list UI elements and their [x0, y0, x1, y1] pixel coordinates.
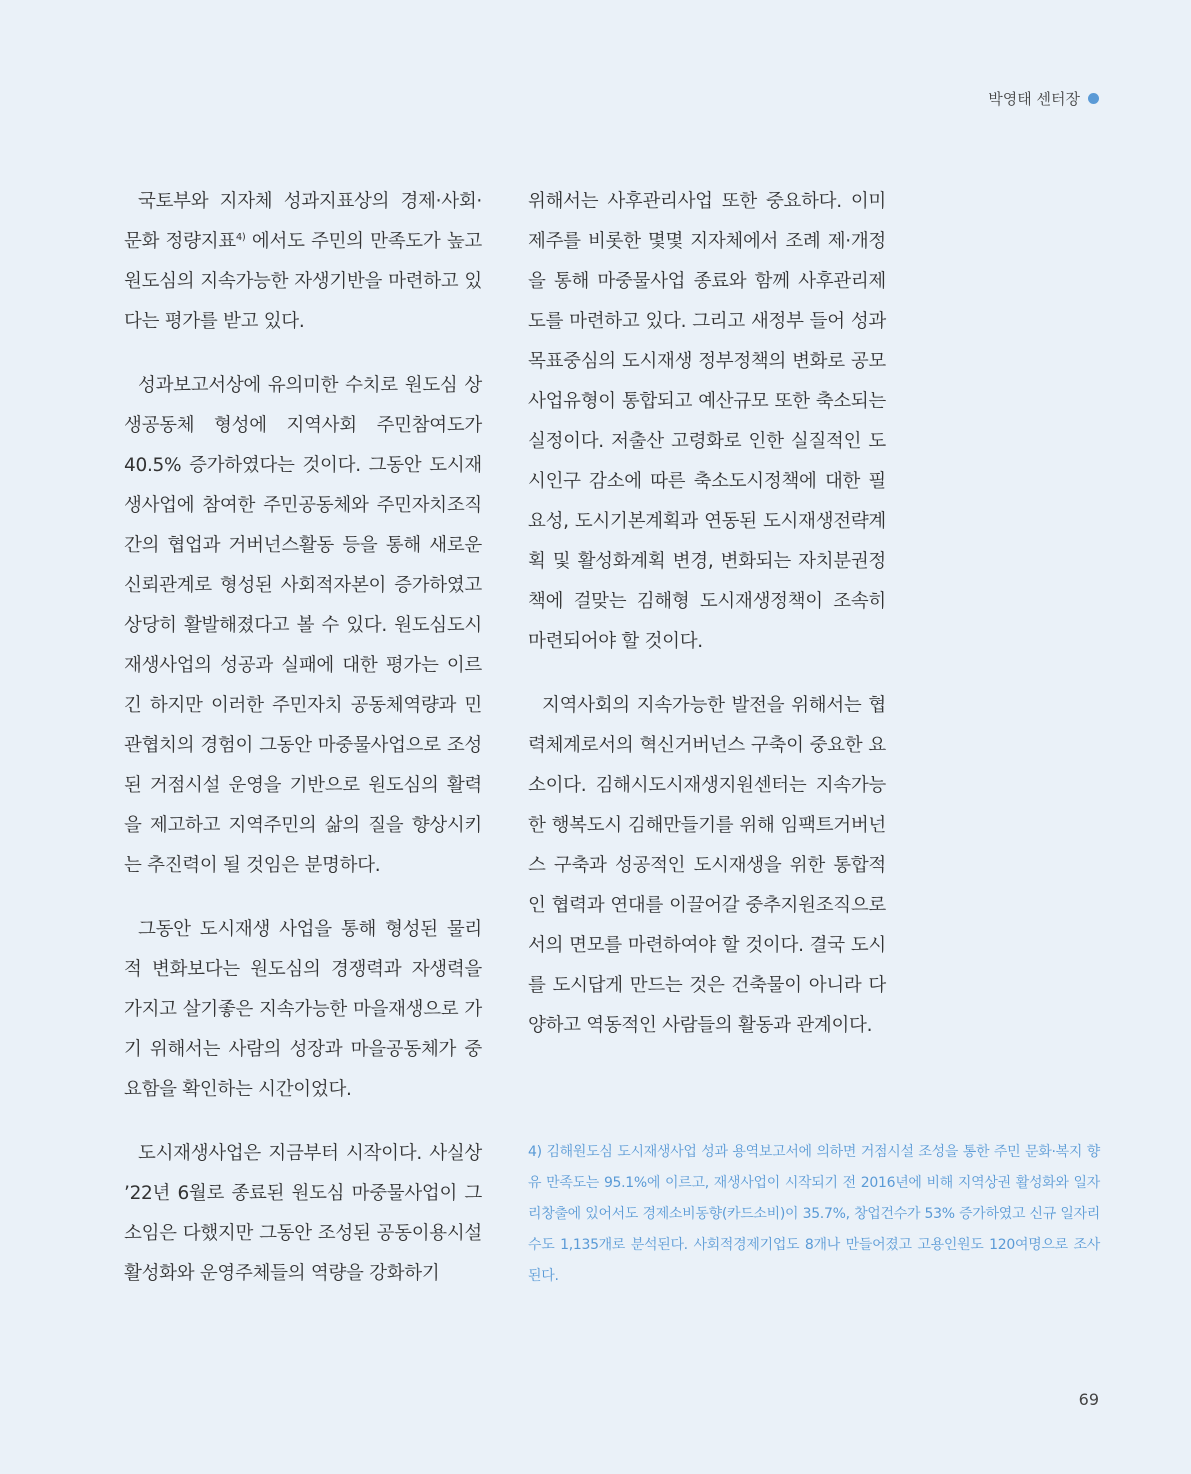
paragraph: 도시재생사업은 지금부터 시작이다. 사실상 ’22년 6월로 종료된 원도심 마중물사업이 그 소임은 다했지만 그동안 조성된 공동이용시설 활성화와 운영주체들의 역량을 강화하기	[124, 1143, 482, 1284]
page-number: 69	[1078, 1390, 1099, 1409]
paragraph: 지역사회의 지속가능한 발전을 위해서는 협력체계로서의 혁신거버넌스 구축이 중요한 요소이다. 김해시도시재생지원센터는 지속가능한 행복도시 김해만들기를 위해 임팩트거버넌스 구축과 성공적인 도시재생을 위한 통합적인 협력과 연대를 이끌어갈 중추지원조직으로서의 면모를 마련하여야 할 것이다. 결국 도시를 도시답게 만드는 것은 건축물이 아니라 다양하고 역동적인 사람들의 활동과 관계이다.	[528, 695, 886, 1036]
bullet-dot-icon	[1088, 93, 1099, 104]
footnote-ref: 4)	[235, 231, 246, 243]
running-header	[988, 88, 1099, 109]
footnote: 4) 김해원도심 도시재생사업 성과 용역보고서에 의하면 거점시설 조성을 통한 주민 문화·복지 향유 만족도는 95.1%에 이르고, 재생사업이 시작되기 전 2016년에 비해 지역상권 활성화와 일자리창출에 있어서도 경제소비동향(카드소비)이 35.7%, 창업건수가 53% 증가하였고 신규 일자리수도 1,135개로 분석된다. 사회적경제기업도 8개나 만들어졌고 고용인원도 120여명으로 조사된다.	[528, 1144, 1100, 1284]
paragraph: 성과보고서상에 유의미한 수치로 원도심 상생공동체 형성에 지역사회 주민참여도가 40.5% 증가하였다는 것이다. 그동안 도시재생사업에 참여한 주민공동체와 주민자치조직간의 협업과 거버넌스활동 등을 통해 새로운 신뢰관계로 형성된 사회적자본이 증가하였고 상당히 활발해졌다고 볼 수 있다. 원도심도시재생사업의 성공과 실패에 대한 평가는 이르긴 하지만 이러한 주민자치 공동체역량과 민관협치의 경험이 그동안 마중물사업으로 조성된 거점시설 운영을 기반으로 원도심의 활력을 제고하고 지역주민의 삶의 질을 향상시키는 추진력이 될 것임은 분명하다.	[124, 375, 482, 876]
left-column	[124, 182, 482, 1318]
paragraph: 그동안 도시재생 사업을 통해 형성된 물리적 변화보다는 원도심의 경쟁력과 자생력을 가지고 살기좋은 지속가능한 마을재생으로 가기 위해서는 사람의 성장과 마을공동체가 중요함을 확인하는 시간이었다.	[124, 919, 482, 1100]
right-column	[528, 182, 886, 1070]
paragraph: 위해서는 사후관리사업 또한 중요하다. 이미 제주를 비롯한 몇몇 지자체에서 조례 제·개정을 통해 마중물사업 종료와 함께 사후관리제도를 마련하고 있다. 그리고 새정부 들어 성과목표중심의 도시재생 정부정책의 변화로 공모사업유형이 통합되고 예산규모 또한 축소되는 실정이다. 저출산 고령화로 인한 실질적인 도시인구 감소에 따른 축소도시정책에 대한 필요성, 도시기본계획과 연동된 도시재생전략계획 및 활성화계획 변경, 변화되는 자치분권정책에 걸맞는 김해형 도시재생정책이 조속히 마련되어야 할 것이다.	[528, 191, 886, 652]
header-title: 박영태 센터장	[988, 90, 1080, 108]
paragraph: 국토부와 지자체 성과지표상의 경제·사회·문화 정량지표$^{4)}$ 에서도 주민의 만족도가 높고 원도심의 지속가능한 자생기반을 마련하고 있다는 평가를 받고 있다.	[124, 191, 482, 332]
